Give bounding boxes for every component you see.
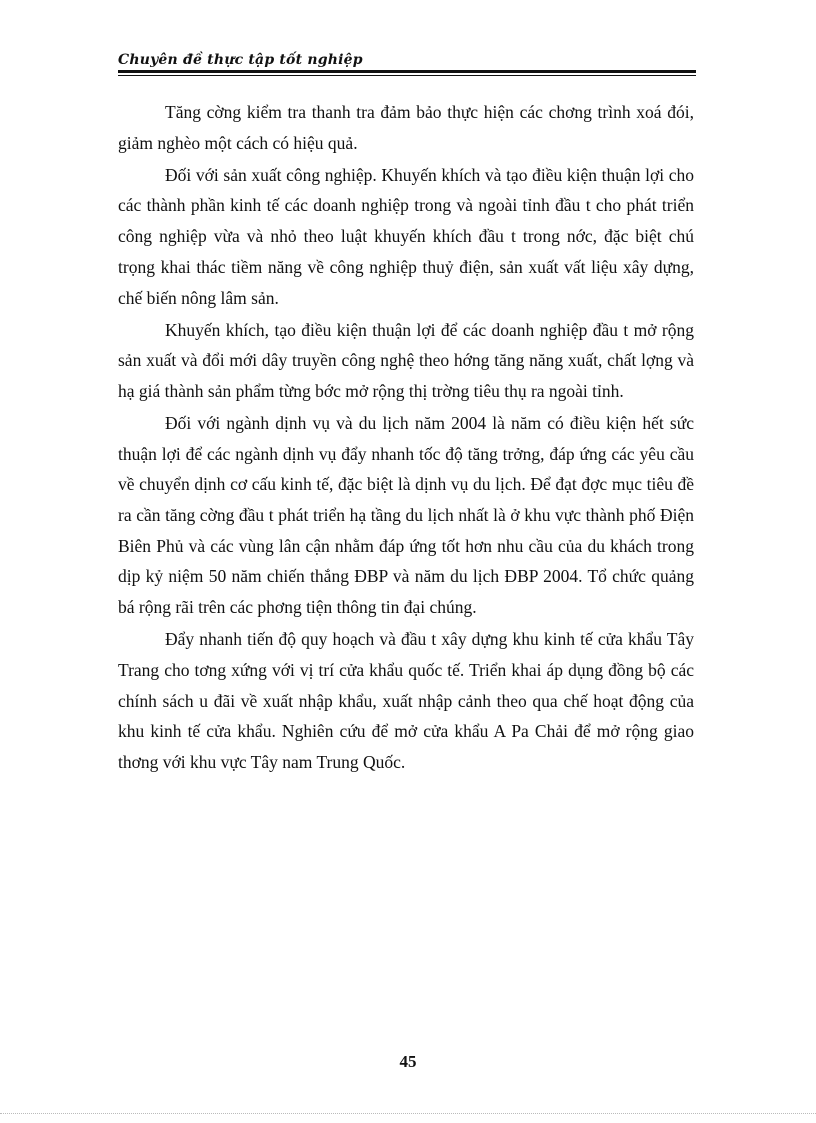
body-text [118, 97, 694, 779]
header-title: Chuyên đề thực tập tốt nghiệp [118, 52, 363, 68]
paragraph: Đẩy nhanh tiến độ quy hoạch và đầu t xây dựng khu kinh tế cửa khẩu Tây Trang cho tơng xứng với vị trí cửa khẩu quốc tế. Triển khai áp dụng đồng bộ các chính sách u đãi về xuất nhập khẩu, xuất nhập cảnh theo qua chế hoạt động của khu kinh tế cửa khẩu. Nghiên cứu để mở cửa khẩu A Pa Chải để mở rộng giao thơng với khu vực Tây nam Trung Quốc. [118, 629, 694, 772]
paragraph: Đối với ngành dịnh vụ và du lịch năm 2004 là năm có điều kiện hết sức thuận lợi để các ngành dịnh vụ đẩy nhanh tốc độ tăng trởng, đáp ứng các yêu cầu về chuyển dịnh cơ cấu kinh tế, đặc biệt là dịnh vụ du lịch. Để đạt đợc mục tiêu đề ra cần tăng cờng đầu t phát triển hạ tầng du lịch nhất là ở khu vực thành phố Điện Biên Phủ và các vùng lân cận nhằm đáp ứng tốt hơn nhu cầu của du khách trong dịp kỷ niệm 50 năm chiến thắng ĐBP và năm du lịch ĐBP 2004. Tổ chức quảng bá rộng rãi trên các phơng tiện thông tin đại chúng. [118, 412, 694, 618]
header-rule-thin [118, 75, 696, 76]
paragraph: Khuyến khích, tạo điều kiện thuận lợi để các doanh nghiệp đầu t mở rộng sản xuất và đổi mới dây truyền công nghệ theo hớng tăng năng xuất, chất lợng và hạ giá thành sản phẩm từng bớc mở rộng thị trờng tiêu thụ ra ngoài tỉnh. [118, 319, 694, 401]
paragraph: Tăng cờng kiểm tra thanh tra đảm bảo thực hiện các chơng trình xoá đói, giảm nghèo một cách có hiệu quả. [118, 102, 694, 153]
page-bottom-divider [0, 1113, 816, 1116]
paragraph: Đối với sản xuất công nghiệp. Khuyến khích và tạo điều kiện thuận lợi cho các thành phần kinh tế các doanh nghiệp trong và ngoài tỉnh đầu t cho phát triển công nghiệp vừa và nhỏ theo luật khuyến khích đầu t trong nớc, đặc biệt chú trọng khai thác tiềm năng về công nghiệp thuỷ điện, sản xuất vất liệu xây dựng, chế biến nông lâm sản. [118, 164, 694, 308]
header-rule [118, 70, 696, 73]
page-number: 45 [399, 1052, 417, 1071]
